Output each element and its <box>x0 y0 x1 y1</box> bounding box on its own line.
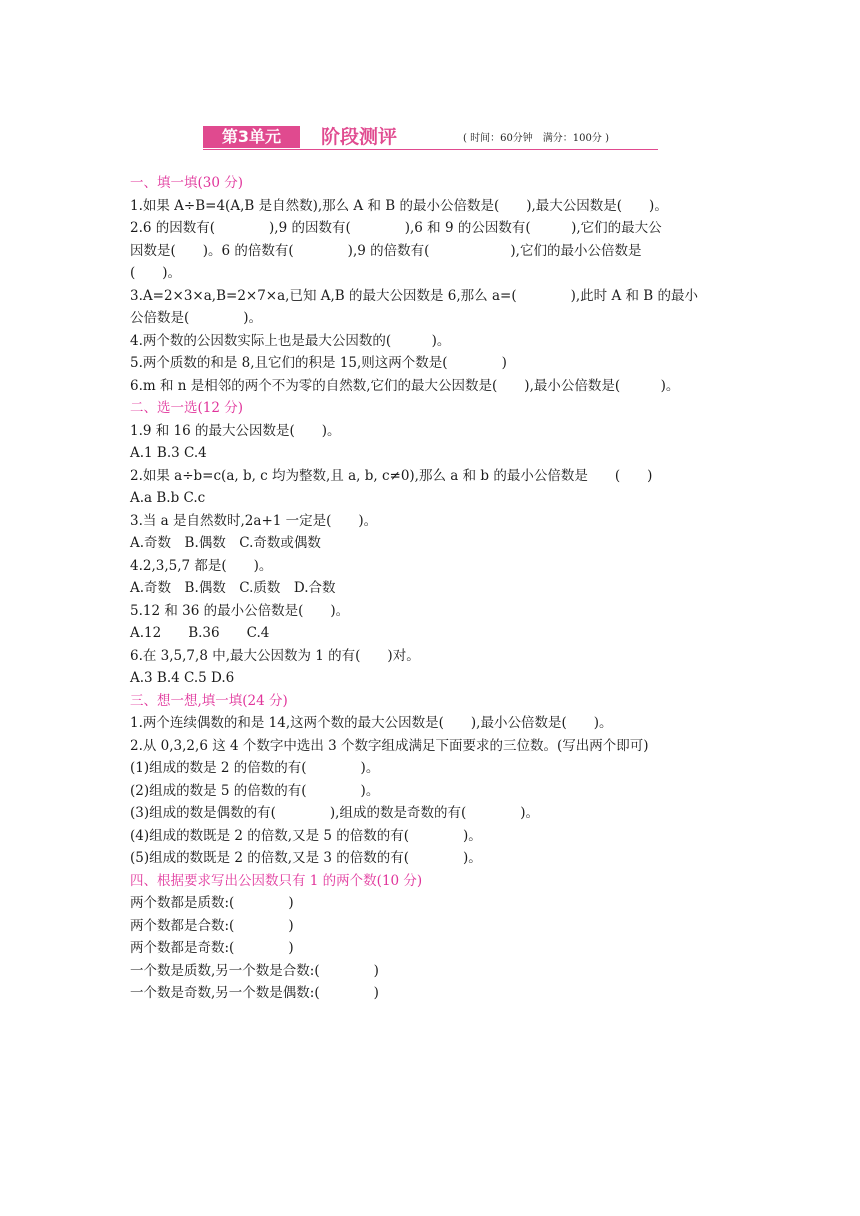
question-line: (5)组成的数既是 2 的倍数,又是 3 的倍数的有( )。 <box>130 850 482 866</box>
question-line: 1.如果 A÷B=4(A,B 是自然数),那么 A 和 B 的最小公倍数是( ),最大公因数是( )。 <box>130 197 668 214</box>
question-line: 4.2,3,5,7 都是( )。 <box>130 557 273 574</box>
worksheet-body <box>130 172 770 1005</box>
question-line: 两个数都是质数:( ) <box>130 895 294 911</box>
question-line: 一个数是质数,另一个数是合数:( ) <box>130 962 379 979</box>
question-line: 2.如果 a÷b=c(a, b, c 均为整数,且 a, b, c≠0),那么 a 和 b 的最小公倍数是 ( ) <box>130 467 653 484</box>
question-line: A.奇数 B.偶数 C.奇数或偶数 <box>130 535 321 551</box>
question-line: 两个数都是奇数:( ) <box>130 940 294 956</box>
question-line: 6.m 和 n 是相邻的两个不为零的自然数,它们的最大公因数是( ),最小公倍数是( )。 <box>130 377 680 394</box>
question-line: 1.9 和 16 的最大公因数是( )。 <box>130 422 341 439</box>
question-line: (2)组成的数是 5 的倍数的有( )。 <box>130 782 380 799</box>
question-line: (1)组成的数是 2 的倍数的有( )。 <box>130 760 380 776</box>
unit-badge: 第3单元 <box>203 126 300 148</box>
time-score-info: ( 时间：60分钟 满分：100分 ) <box>463 133 609 144</box>
question-line: 3.A=2×3×a,B=2×7×a,已知 A,B 的最大公因数是 6,那么 a=( ),此时 A 和 B 的最小 <box>130 287 698 304</box>
question-line: ( )。 <box>130 265 182 281</box>
question-line: (4)组成的数既是 2 的倍数,又是 5 的倍数的有( )。 <box>130 827 482 844</box>
question-line: (3)组成的数是偶数的有( ),组成的数是奇数的有( )。 <box>130 805 539 821</box>
question-line: 5.12 和 36 的最小公倍数是( )。 <box>130 602 350 619</box>
question-line: 一个数是奇数,另一个数是偶数:( ) <box>130 985 379 1001</box>
question-line: A.奇数 B.偶数 C.质数 D.合数 <box>130 580 336 596</box>
section-heading: 四、根据要求写出公因数只有 1 的两个数(10 分) <box>130 872 423 889</box>
section-heading: 一、填一填(30 分) <box>130 175 244 191</box>
question-line: A.3 B.4 C.5 D.6 <box>130 670 235 686</box>
question-line: 公倍数是( )。 <box>130 310 263 326</box>
question-line: 3.当 a 是自然数时,2a+1 一定是( )。 <box>130 512 378 529</box>
question-line: 5.两个质数的和是 8,且它们的积是 15,则这两个数是( ) <box>130 355 507 371</box>
question-line: A.12 B.36 C.4 <box>130 625 270 641</box>
page-title: 阶段测评 <box>321 126 398 148</box>
question-line: 2.6 的因数有( ),9 的因数有( ),6 和 9 的公因数有( ),它们的最大公 <box>130 220 662 236</box>
section-heading: 三、想一想,填一填(24 分) <box>130 692 288 709</box>
question-line: 6.在 3,5,7,8 中,最大公因数为 1 的有( )对。 <box>130 647 420 664</box>
question-line: 因数是( )。6 的倍数有( ),9 的倍数有( ),它们的最小公倍数是 <box>130 242 642 259</box>
question-line: A.1 B.3 C.4 <box>130 445 207 461</box>
question-line: 1.两个连续偶数的和是 14,这两个数的最大公因数是( ),最小公倍数是( )。 <box>130 715 613 731</box>
question-line: 4.两个数的公因数实际上也是最大公因数的( )。 <box>130 332 451 349</box>
unit-header <box>203 126 658 152</box>
header-divider <box>203 149 658 150</box>
question-line: 两个数都是合数:( ) <box>130 917 294 934</box>
section-heading: 二、选一选(12 分) <box>130 400 244 416</box>
question-line: 2.从 0,3,2,6 这 4 个数字中选出 3 个数字组成满足下面要求的三位数。(写出两个即可) <box>130 737 649 754</box>
question-line: A.a B.b C.c <box>130 490 206 506</box>
